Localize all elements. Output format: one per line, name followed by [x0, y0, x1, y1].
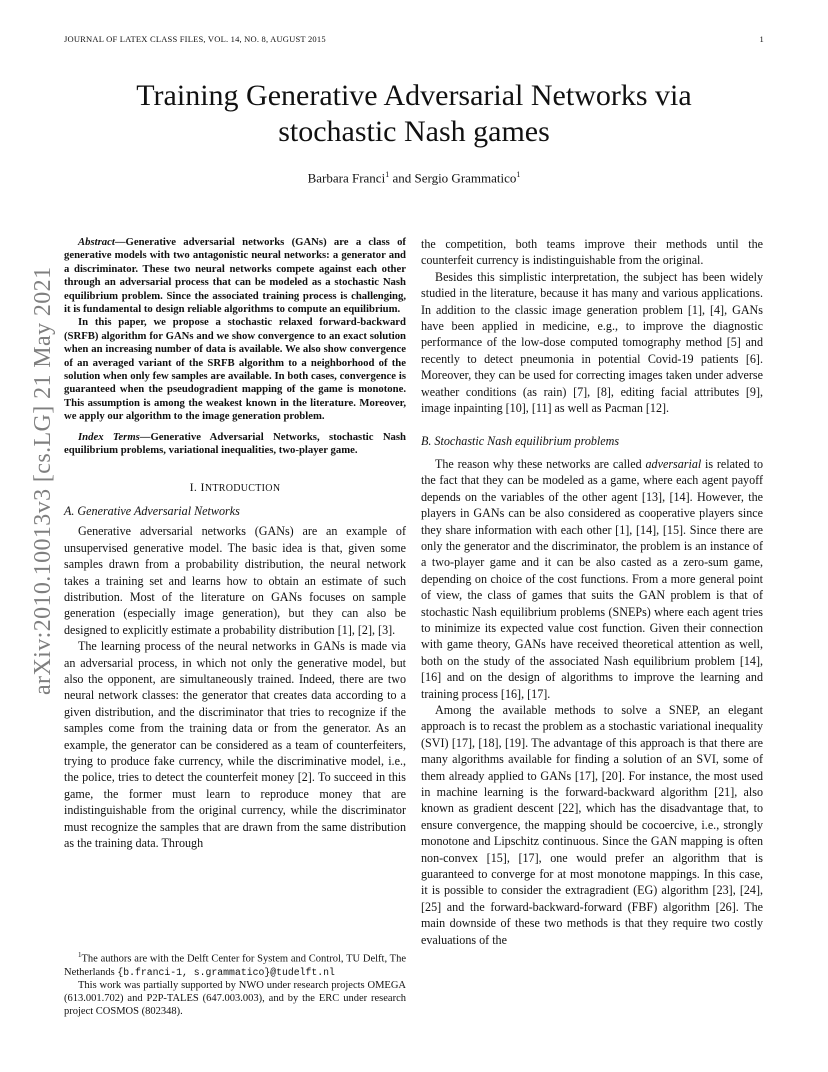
- section-numeral: I.: [189, 479, 201, 494]
- index-terms-text: Generative Adversarial Networks, stochastic Nash equilibrium problems, variational inequalities, two-player game.: [64, 430, 406, 457]
- page-number: 1: [759, 34, 764, 44]
- abstract-text-1: Generative adversarial networks (GANs) are a class of generative models with two antagonistic neural networks: a generator and a discriminator. These two neural networks compete against each other through an adversarial process that can be modeled as a stochastic Nash equilibrium problem. Since the associated training process is challenging, it is fundamental to design reliable algorithms to compute an equilibrium.: [64, 236, 406, 316]
- right-paragraph-1: the competition, both teams improve their methods until the counterfeit currency is indistinguishable from the original.: [421, 237, 763, 268]
- index-terms-label: Index Terms: [78, 430, 140, 443]
- p3-text-start: The reason why these networks are called: [435, 456, 646, 471]
- affiliation-mark-2: 1: [516, 170, 521, 179]
- section-heading-introduction: [64, 479, 406, 497]
- p3-text-end: is related to the fact that they can be modeled as a game, where each agent payoff depends on the variables of the other agent [13], [14]. However, the players in GANs can be also considered as cooperative players since they share information with each other [1], [14], [15]. Since there are only the generator and the discriminator, the problem is an instance of a two-player game and it can be also casted as a zero-sum game, depending on choice of the cost functions. From a more general point of view, the class of games that suits the GAN problem is that of stochastic Nash equilibrium problems (SNEPs) where each agent tries to minimize its expected value cost function. Given their connection with game theory, GANs have received theoretical attention as well, both on the study of the associated Nash equilibrium problem [14], [16] and on the design of algorithms to improve the learning and training process [16], [17].: [421, 456, 763, 701]
- journal-name: JOURNAL OF LATEX CLASS FILES, VOL. 14, NO. 8, AUGUST 2015: [64, 34, 326, 44]
- title-line-2: stochastic Nash games: [278, 115, 550, 148]
- author-1: Barbara Franci: [307, 170, 386, 186]
- section-title-rest: NTRODUCTION: [204, 482, 281, 494]
- author-list: [64, 170, 764, 186]
- author-2: Sergio Grammatico: [414, 170, 517, 186]
- arxiv-sidebar-stamp: arXiv:2010.10013v3 [cs.LG] 21 May 2021: [30, 266, 56, 695]
- author-emails: {b.franci-1, s.grammatico}@tudelft.nl: [117, 966, 335, 978]
- intro-paragraph-1: Generative adversarial networks (GANs) are an example of unsupervised generative model. The basic idea is that, given some samples drawn from a probability distribution, the neural network takes a training set and learns how to obtain an estimate of such distribution. Most of the literature on GANs focuses on sample generation (especially image generation), but they can also be designed to explicitly estimate a probability distribution [1], [2], [3].: [64, 524, 406, 637]
- left-column: [64, 236, 406, 851]
- intro-paragraph-2: The learning process of the neural networks in GANs is made via an adversarial process, in which not only the generative model, but also the opponent, are simultaneously trained. Indeed, there are two neural network classes: the generator that creates data according to a given distribution, and the discriminator that tries to recognize if the samples come from the training data or from the generator. As an example, the generator can be considered as a team of counterfeiters, trying to produce fake currency, while the discriminative model, i.e., the police, tries to detect the counterfeit money [2]. To succeed in this game, the former must learn to reproduce money that are indistinguishable from the original currency, while the discriminator must recognize the samples that are drawn from the same distribution as the training data. Through: [64, 639, 406, 851]
- footnote-mark: 1: [78, 951, 82, 959]
- section-initial: I: [200, 479, 205, 494]
- abstract: [64, 236, 406, 424]
- footnotes: [64, 949, 406, 1019]
- abstract-paragraph-2: In this paper, we propose a stochastic relaxed forward-backward (SRFB) algorithm for GANs and we show convergence to an exact solution when an increasing number of data is available. We also show convergence of an averaged variant of the SRFB algorithm to a neighborhood of the solution when only few samples are available. In both cases, convergence is guaranteed when the pseudogradient mapping of the game is monotone. This assumption is among the weakest known in the literature. Moreover, we apply our algorithm to the image generation problem.: [64, 316, 406, 423]
- author-connector: and: [392, 170, 412, 186]
- index-terms: [64, 431, 406, 458]
- footnote-funding: This work was partially supported by NWO under research projects OMEGA (613.001.702) and P2P-TALES (647.003.003), and by the ERC under research project COSMOS (802348).: [64, 979, 406, 1018]
- right-paragraph-4: Among the available methods to solve a SNEP, an elegant approach is to recast the problem as a stochastic variational inequality (SVI) [17], [18], [19]. The advantage of this approach is that there are many algorithms available for finding a solution of an SVI, some of them already applied to GANs [17], [20]. For instance, the most used in machine learning is the forward-backward algorithm [21], also known as gradient descent [22], which has the disadvantage that, to ensure convergence, the mapping should be cocoercive, i.e., strongly monotone and Lipschitz continuous. Since the GAN mapping is often non-convex [15], [17], one would prefer an algorithm that is guaranteed to converge for at most monotone mappings. In this case, it is possible to consider the extragradient (EG) algorithm [23], [24], [25] and the forward-backward-forward (FBF) algorithm [26]. The main downside of these two methods is that they require two costly evaluations of the: [421, 702, 763, 947]
- affiliation-mark-1: 1: [385, 170, 390, 179]
- right-column: [421, 236, 763, 948]
- paper-title: [64, 78, 764, 150]
- right-paragraph-3: [421, 456, 763, 702]
- p3-emphasis: adversarial: [645, 456, 702, 471]
- footnote-affiliation-text: The authors are with the Delft Center for System and Control, TU Delft, The Netherlands: [64, 953, 406, 978]
- running-header: [64, 34, 764, 44]
- title-line-1: Training Generative Adversarial Networks via: [136, 79, 692, 112]
- subsection-heading-b: B. Stochastic Nash equilibrium problems: [421, 434, 620, 449]
- right-paragraph-2: Besides this simplistic interpretation, the subject has been widely studied in the literature, because it has many and various applications. In addition to the classic image generation problem [1], [4], GANs have been applied in medicine, e.g., to improve the diagnostic performance of the low-dose computed tomography method [5] and recently to detect pneumonia in potential Covid-19 patients [6]. Moreover, they can be used for correcting images taken under adverse weather conditions (as rain) [7], [8], editing facial attributes [9], image inpainting [10], [11] as well as Pacman [12].: [421, 269, 763, 416]
- footnote-affiliation: [64, 949, 406, 979]
- subsection-heading-a: A. Generative Adversarial Networks: [64, 503, 240, 518]
- abstract-label: Abstract: [78, 236, 115, 248]
- abstract-paragraph-1: Abstract—Generative adversarial networks (GANs) are a class of generative models with two antagonistic neural networks: a generator and a discriminator. These two neural networks compete against each other through an adversarial process that can be modeled as a stochastic Nash equilibrium problem. Since the associated training process is challenging, it is fundamental to design reliable algorithms to compute an equilibrium.: [64, 236, 406, 316]
- index-terms-paragraph: Index Terms—Generative Adversarial Networks, stochastic Nash equilibrium problems, variational inequalities, two-player game.: [64, 430, 406, 457]
